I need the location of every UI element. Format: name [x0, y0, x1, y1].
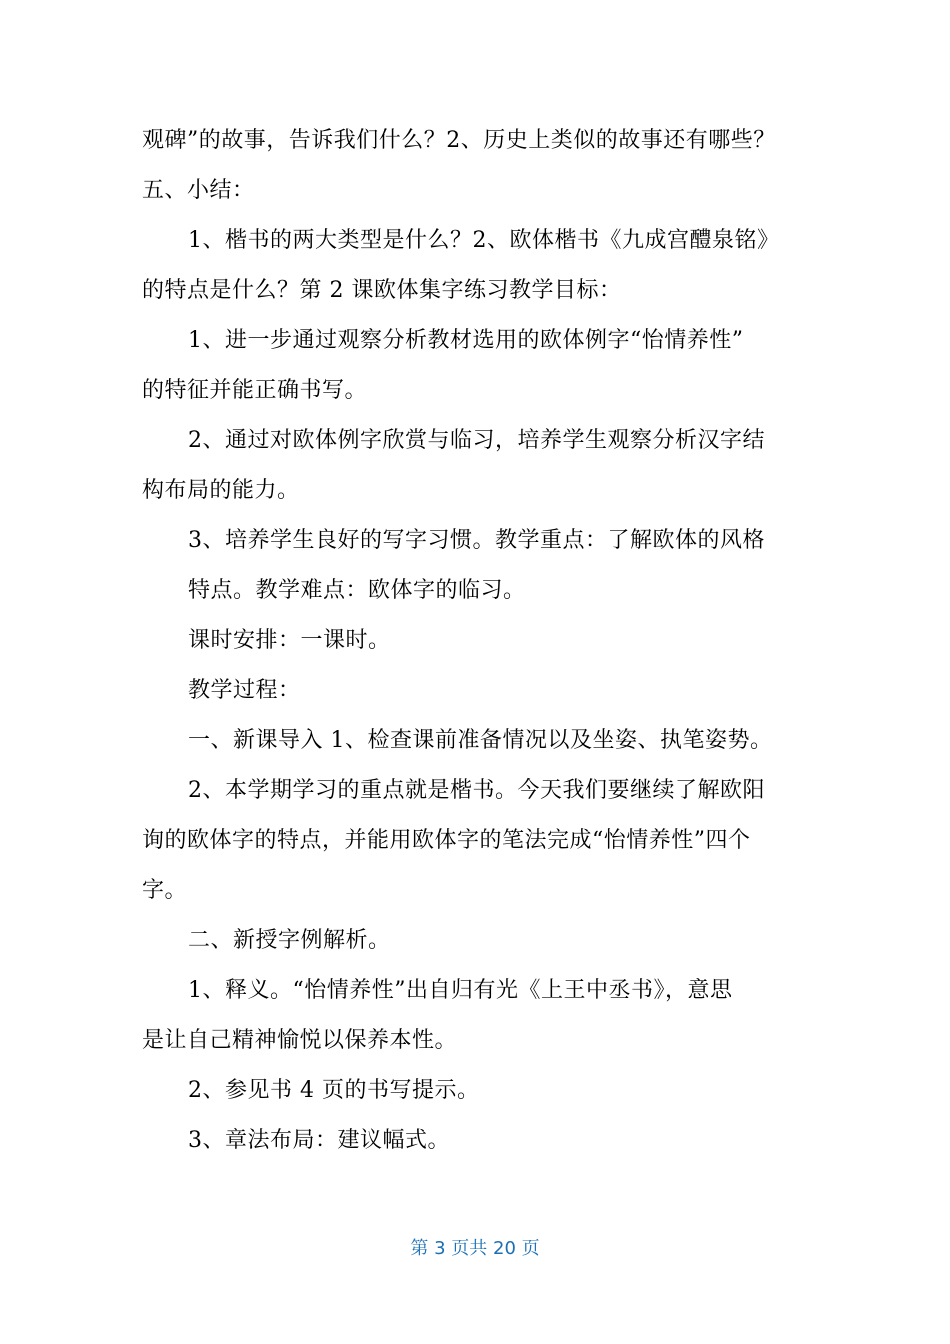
text-line-6: 的特征并能正确书写。 — [142, 378, 368, 403]
text-line-4: 的特点是什么？第 2 课欧体集字练习教学目标： — [142, 278, 622, 303]
text-line-1: 观碑”的故事，告诉我们什么？2、历史上类似的故事还有哪些？ — [142, 128, 776, 153]
document-body — [142, 116, 808, 1166]
text-line-11: 课时安排：一课时。 — [188, 628, 391, 653]
text-line-7: 2、通过对欧体例字欣赏与临习，培养学生观察分析汉字结 — [188, 428, 765, 453]
text-line-5: 1、进一步通过观察分析教材选用的欧体例字“怡情养性” — [188, 328, 744, 353]
text-line-14: 2、本学期学习的重点就是楷书。今天我们要继续了解欧阳 — [188, 778, 765, 803]
text-line-12: 教学过程： — [188, 678, 301, 703]
text-line-17: 二、新授字例解析。 — [188, 928, 391, 953]
text-line-16: 字。 — [142, 878, 188, 903]
text-line-3: 1、楷书的两大类型是什么？2、欧体楷书《九成宫醴泉铭》 — [188, 228, 780, 253]
text-line-18: 1、释义。“怡情养性”出自归有光《上王中丞书》，意思 — [188, 978, 733, 1003]
text-line-13: 一、新课导入 1、检查课前准备情况以及坐姿、执笔姿势。 — [188, 728, 773, 753]
text-line-9: 3、培养学生良好的写字习惯。教学重点：了解欧体的风格 — [188, 528, 765, 553]
page-number-footer: 第 3 页共 20 页 — [410, 1238, 540, 1259]
text-line-10: 特点。教学难点：欧体字的临习。 — [188, 578, 526, 603]
text-line-19: 是让自己精神愉悦以保养本性。 — [142, 1028, 458, 1053]
text-line-8: 构布局的能力。 — [142, 478, 300, 503]
text-line-15: 询的欧体字的特点，并能用欧体字的笔法完成“怡情养性”四个 — [142, 828, 751, 853]
text-line-2: 五、小结： — [142, 178, 255, 203]
text-line-21: 3、章法布局：建议幅式。 — [188, 1128, 450, 1153]
text-line-20: 2、参见书 4 页的书写提示。 — [188, 1078, 480, 1103]
